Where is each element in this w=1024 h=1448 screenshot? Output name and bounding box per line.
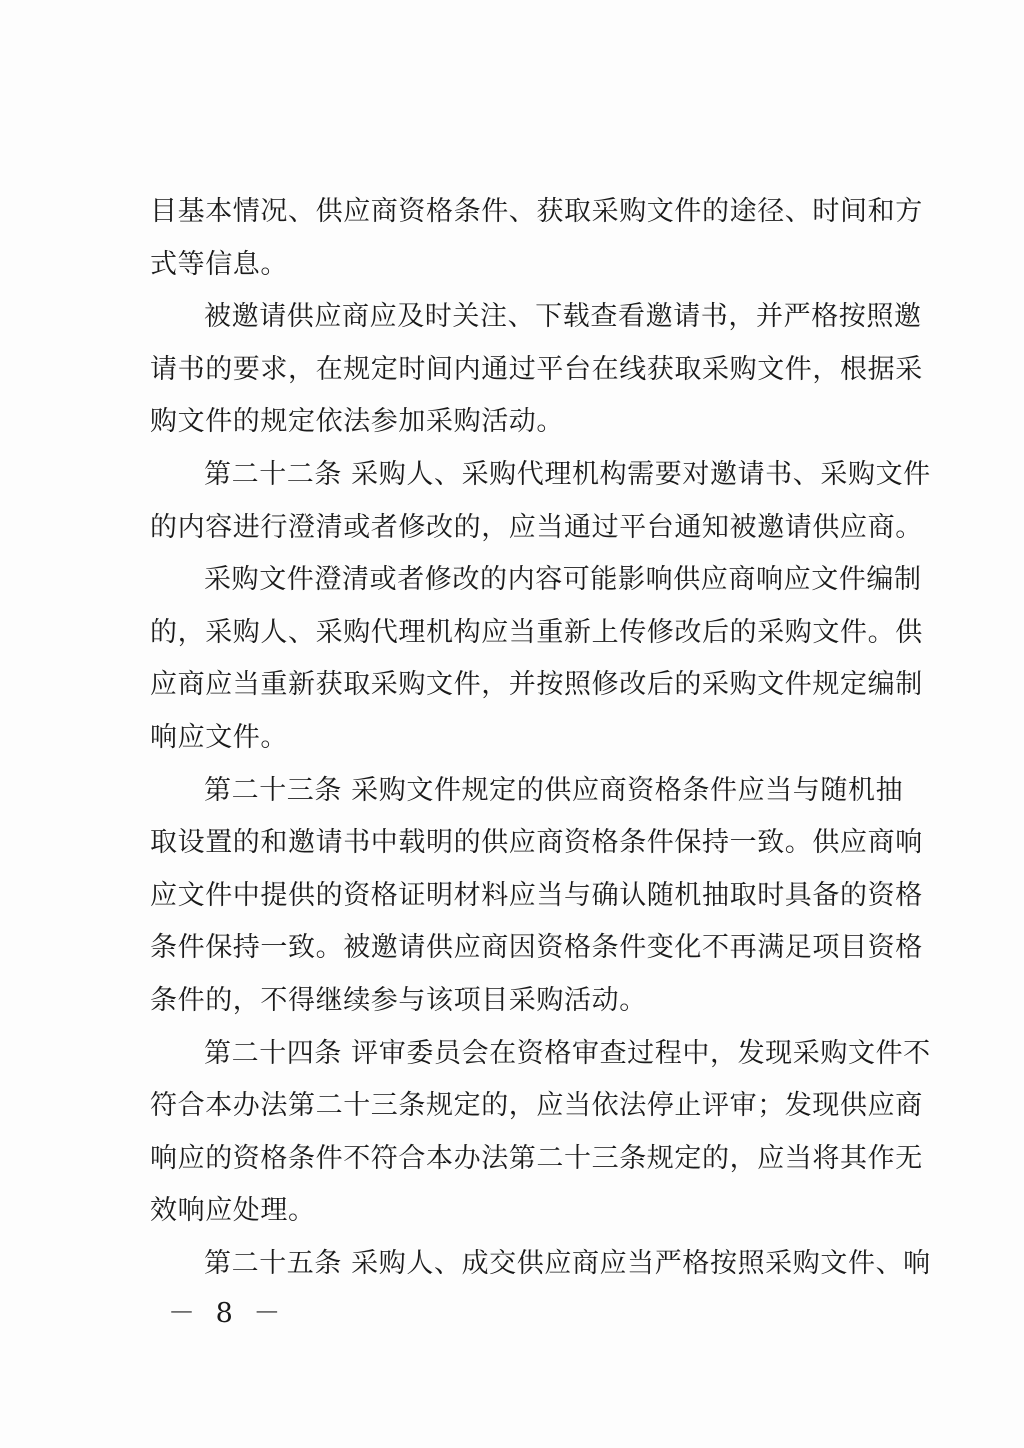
- text-line: 符合本办法第二十三条规定的，应当依法停止评审；发现供应商: [150, 1090, 923, 1122]
- text-line: 式等信息。: [150, 248, 288, 280]
- text-line: 响应文件。: [150, 721, 288, 753]
- text-line: 的，采购人、采购代理机构应当重新上传修改后的采购文件。供: [150, 616, 923, 648]
- text-line: 条件保持一致。被邀请供应商因资格条件变化不再满足项目资格: [150, 932, 923, 964]
- text-line: 响应的资格条件不符合本办法第二十三条规定的，应当将其作无: [150, 1142, 923, 1174]
- text-line: 取设置的和邀请书中载明的供应商资格条件保持一致。供应商响: [150, 827, 923, 859]
- text-line: 请书的要求，在规定时间内通过平台在线获取采购文件，根据采: [150, 353, 923, 385]
- document-body: [150, 186, 931, 1290]
- text-line: 被邀请供应商应及时关注、下载查看邀请书，并严格按照邀: [204, 301, 922, 333]
- text-line: 条件的，不得继续参与该项目采购活动。: [150, 984, 647, 1016]
- text-line: 购文件的规定依法参加采购活动。: [150, 406, 564, 438]
- text-line: 应商应当重新获取采购文件，并按照修改后的采购文件规定编制: [150, 669, 923, 701]
- text-line: 采购文件澄清或者修改的内容可能影响供应商响应文件编制: [204, 564, 922, 596]
- text-line: 效响应处理。: [150, 1195, 316, 1227]
- text-line: 目基本情况、供应商资格条件、获取采购文件的途径、时间和方: [150, 196, 923, 227]
- text-line: 应文件中提供的资格证明材料应当与确认随机抽取时具备的资格: [150, 879, 923, 911]
- text-line: 第二十五条 采购人、成交供应商应当严格按照采购文件、响: [204, 1247, 931, 1279]
- text-line: 第二十二条 采购人、采购代理机构需要对邀请书、采购文件: [204, 458, 931, 490]
- text-line: 第二十四条 评审委员会在资格审查过程中，发现采购文件不: [204, 1037, 931, 1069]
- page-number: － 8 －: [168, 1298, 287, 1329]
- text-line: 的内容进行澄清或者修改的，应当通过平台通知被邀请供应商。: [150, 511, 923, 543]
- text-line: 第二十三条 采购文件规定的供应商资格条件应当与随机抽: [204, 774, 904, 806]
